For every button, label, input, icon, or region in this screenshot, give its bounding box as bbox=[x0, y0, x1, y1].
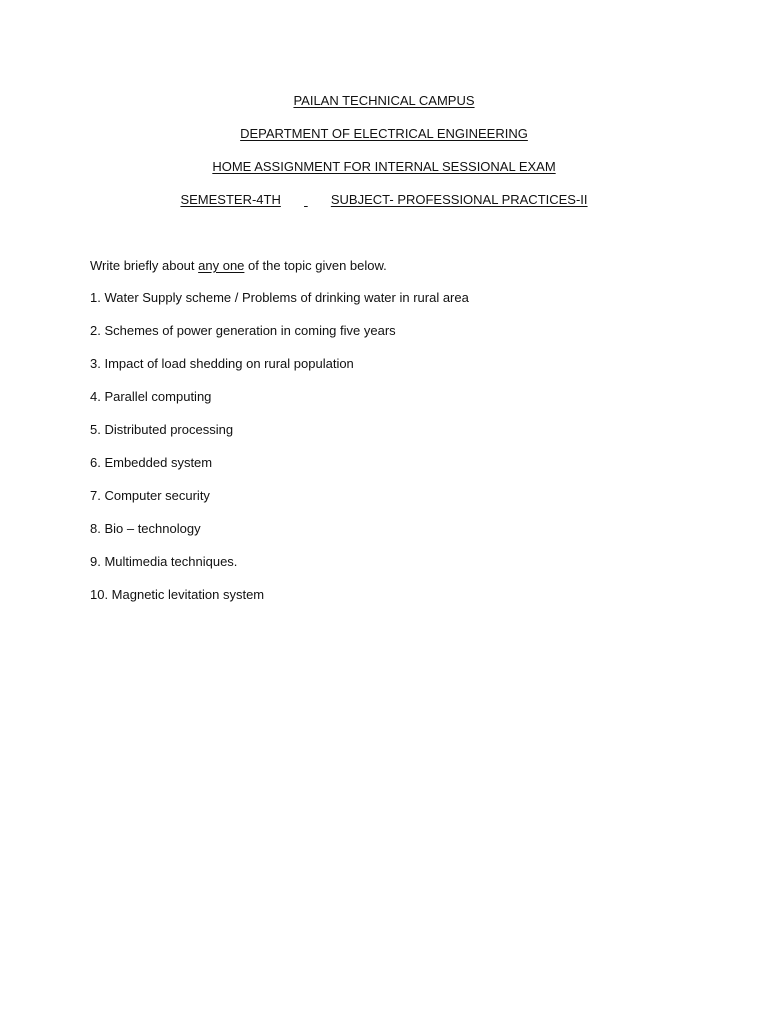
campus-title-line bbox=[0, 93, 768, 109]
department-title-line bbox=[0, 126, 768, 142]
assignment-title: HOME ASSIGNMENT FOR INTERNAL SESSIONAL EXAM bbox=[212, 159, 556, 174]
semester-label: SEMESTER-4TH bbox=[180, 192, 281, 207]
header-spacer bbox=[281, 192, 331, 208]
topic-item: 1. Water Supply scheme / Problems of drinking water in rural area bbox=[90, 290, 469, 305]
topic-item: 3. Impact of load shedding on rural population bbox=[90, 356, 354, 371]
topic-item: 4. Parallel computing bbox=[90, 389, 212, 404]
topic-item: 2. Schemes of power generation in coming five years bbox=[90, 323, 396, 338]
instruction-text bbox=[90, 258, 387, 274]
instruction-after: of the topic given below. bbox=[244, 258, 387, 273]
instruction-before: Write briefly about bbox=[90, 258, 199, 273]
campus-title: PAILAN TECHNICAL CAMPUS bbox=[293, 93, 475, 108]
instruction-emphasis: any one bbox=[198, 258, 245, 273]
topic-item: 10. Magnetic levitation system bbox=[90, 587, 265, 602]
subject-label: SUBJECT- PROFESSIONAL PRACTICES-II bbox=[330, 192, 588, 207]
topic-item: 8. Bio – technology bbox=[90, 521, 201, 536]
topic-list bbox=[90, 290, 469, 620]
topic-item: 6. Embedded system bbox=[90, 455, 213, 470]
assignment-title-line bbox=[0, 159, 768, 175]
department-title: DEPARTMENT OF ELECTRICAL ENGINEERING bbox=[240, 126, 528, 141]
topic-item: 9. Multimedia techniques. bbox=[90, 554, 238, 569]
topic-item: 5. Distributed processing bbox=[90, 422, 234, 437]
topic-item: 7. Computer security bbox=[90, 488, 210, 503]
semester-subject-line bbox=[0, 192, 768, 208]
